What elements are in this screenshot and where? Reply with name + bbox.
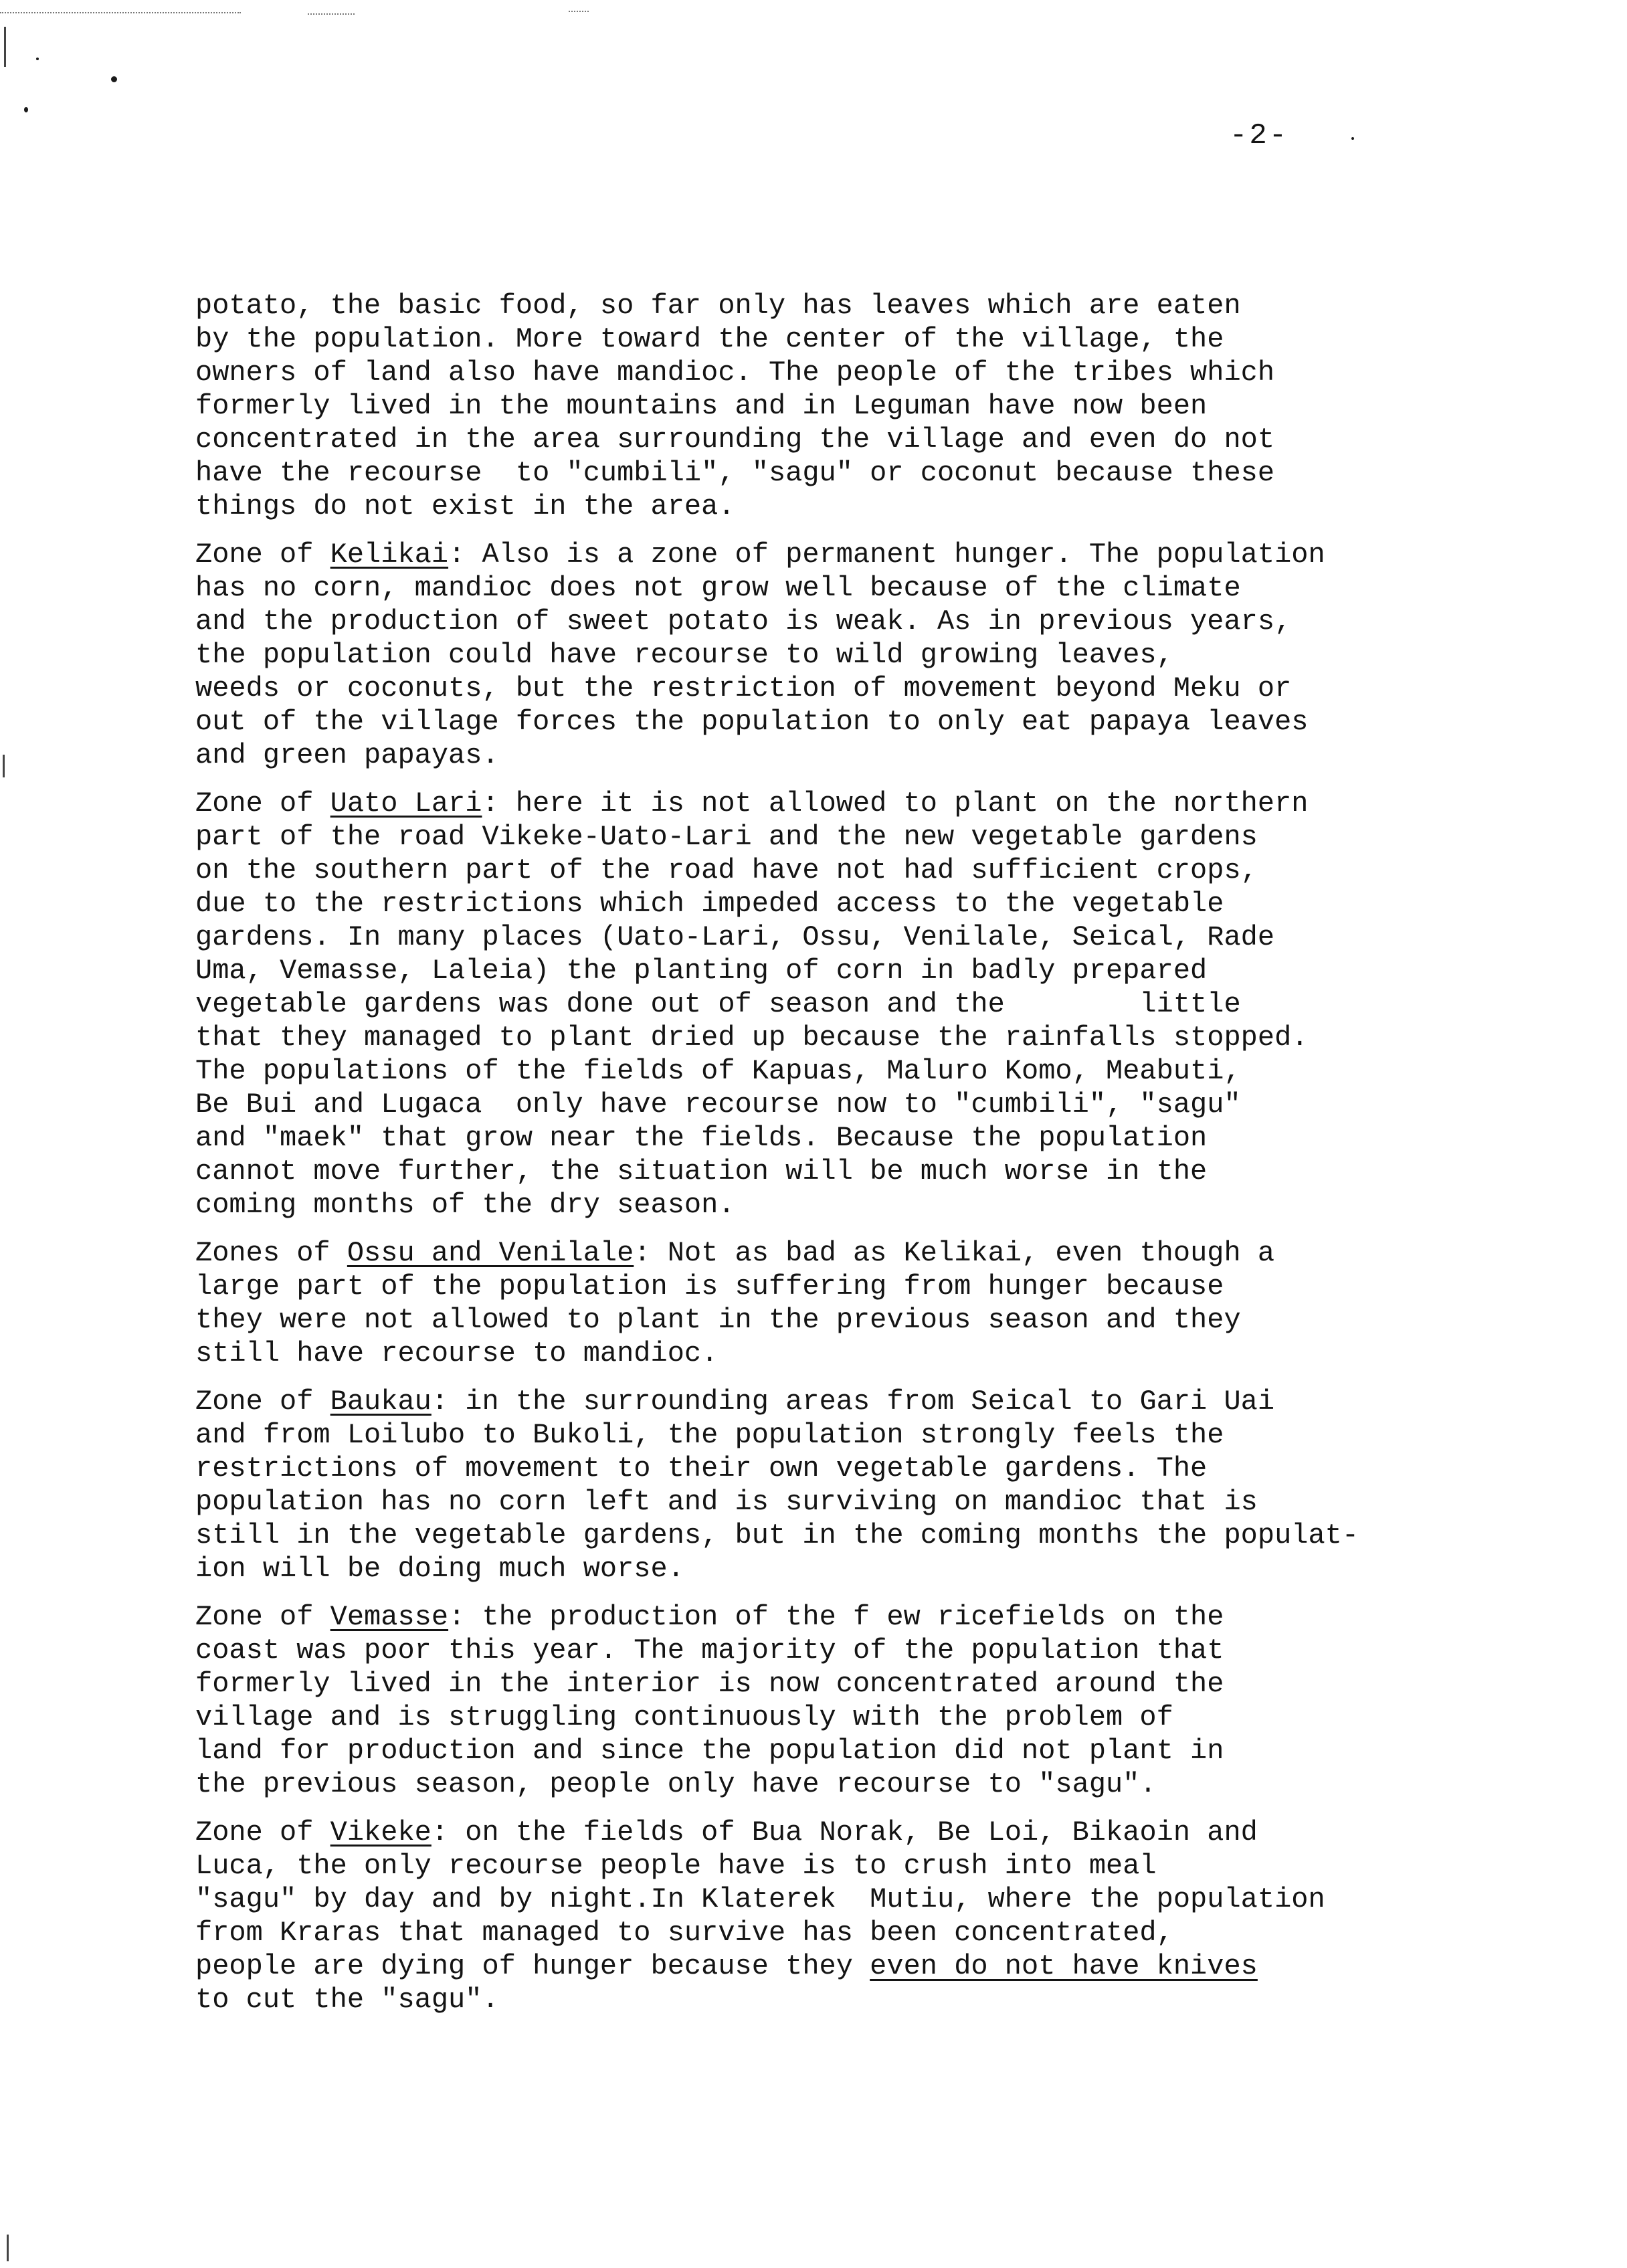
text-line: has no corn, mandioc does not grow well because of the climate bbox=[195, 572, 1241, 604]
zone-prefix: Zones of bbox=[195, 1237, 347, 1269]
text-line: from Kraras that managed to survive has been concentrated, bbox=[195, 1917, 1173, 1949]
scan-mark-top-right bbox=[308, 13, 355, 15]
paragraph-zone-baukau bbox=[195, 1385, 1607, 1586]
paragraph-intro bbox=[195, 289, 1607, 523]
text-line: to cut the "sagu". bbox=[195, 1984, 499, 2016]
text-run: : on the fields of Bua Norak, Be Loi, Bikaoin and bbox=[431, 1816, 1258, 1849]
text-line: and green papayas. bbox=[195, 739, 499, 771]
text-line bbox=[195, 538, 1607, 571]
text-line: still have recourse to mandioc. bbox=[195, 1337, 719, 1369]
text-line: land for production and since the population did not plant in bbox=[195, 1735, 1224, 1767]
text-line bbox=[195, 1236, 1607, 1270]
text-line bbox=[195, 1816, 1607, 1849]
document-body bbox=[195, 289, 1607, 2031]
scan-mark-top-far bbox=[569, 11, 589, 12]
text-line: out of the village forces the population to only eat papaya leaves bbox=[195, 706, 1309, 738]
text-line: owners of land also have mandioc. The people of the tribes which bbox=[195, 357, 1275, 389]
text-line: formerly lived in the interior is now concentrated around the bbox=[195, 1668, 1224, 1700]
text-line: gardens. In many places (Uato-Lari, Ossu, Venilale, Seical, Rade bbox=[195, 921, 1275, 953]
text-line: ion will be doing much worse. bbox=[195, 1553, 684, 1585]
text-line: concentrated in the area surrounding the village and even do not bbox=[195, 423, 1275, 456]
text-line: restrictions of movement to their own vegetable gardens. The bbox=[195, 1452, 1208, 1485]
zone-name: Uato Lari bbox=[330, 787, 482, 820]
zone-name: Ossu and Venilale bbox=[347, 1237, 634, 1269]
zone-name: Baukau bbox=[330, 1386, 432, 1418]
text-line: potato, the basic food, so far only has leaves which are eaten bbox=[195, 290, 1241, 322]
text-line: that they managed to plant dried up because the rainfalls stopped. bbox=[195, 1022, 1309, 1054]
text-line: still in the vegetable gardens, but in the coming months the populat- bbox=[195, 1519, 1359, 1551]
text-run: : Not as bad as Kelikai, even though a bbox=[634, 1237, 1275, 1269]
text-line: the population could have recourse to wild growing leaves, bbox=[195, 639, 1173, 671]
underlined-phrase: even do not have knives bbox=[870, 1950, 1258, 1982]
text-line: the previous season, people only have recourse to "sagu". bbox=[195, 1768, 1157, 1800]
text-line: The populations of the fields of Kapuas, Maluro Komo, Meabuti, bbox=[195, 1055, 1241, 1087]
scan-speck bbox=[36, 58, 39, 60]
text-line: and from Loilubo to Bukoli, the population strongly feels the bbox=[195, 1419, 1224, 1451]
text-run: : here it is not allowed to plant on the northern bbox=[482, 787, 1309, 820]
paragraph-zone-vikeke bbox=[195, 1816, 1607, 2016]
text-line: and "maek" that grow near the fields. Because the population bbox=[195, 1122, 1208, 1154]
text-line: due to the restrictions which impeded access to the vegetable bbox=[195, 888, 1224, 920]
text-line: formerly lived in the mountains and in Leguman have now been bbox=[195, 390, 1208, 422]
text-line: large part of the population is suffering from hunger because bbox=[195, 1270, 1224, 1303]
paragraph-zone-vemasse bbox=[195, 1600, 1607, 1801]
zone-prefix: Zone of bbox=[195, 1816, 330, 1849]
text-line: Uma, Vemasse, Laleia) the planting of corn in badly prepared bbox=[195, 955, 1208, 987]
text-line: Be Bui and Lugaca only have recourse now to "cumbili", "sagu" bbox=[195, 1089, 1241, 1121]
zone-prefix: Zone of bbox=[195, 539, 330, 571]
text-line bbox=[195, 1385, 1607, 1418]
text-line: population has no corn left and is surviving on mandioc that is bbox=[195, 1486, 1258, 1518]
scan-speck bbox=[1351, 137, 1354, 140]
scan-edge-mark bbox=[7, 2235, 9, 2261]
paragraph-zone-kelikai bbox=[195, 538, 1607, 772]
text-line: on the southern part of the road have not had sufficient crops, bbox=[195, 854, 1258, 886]
scan-edge-mark bbox=[3, 755, 5, 777]
text-line bbox=[195, 1950, 1607, 1983]
text-line: cannot move further, the situation will be much worse in the bbox=[195, 1155, 1208, 1188]
text-line: they were not allowed to plant in the previous season and they bbox=[195, 1304, 1241, 1336]
paragraph-zone-uato-lari bbox=[195, 787, 1607, 1222]
zone-prefix: Zone of bbox=[195, 1386, 330, 1418]
text-run: : in the surrounding areas from Seical to Gari Uai bbox=[431, 1386, 1275, 1418]
zone-name: Kelikai bbox=[330, 539, 449, 571]
paragraph-zone-ossu-venilale bbox=[195, 1236, 1607, 1370]
text-line bbox=[195, 1600, 1607, 1634]
text-line: part of the road Vikeke-Uato-Lari and the new vegetable gardens bbox=[195, 821, 1258, 853]
text-line: "sagu" by day and by night.In Klaterek Mutiu, where the population bbox=[195, 1883, 1325, 1915]
text-line: things do not exist in the area. bbox=[195, 490, 735, 523]
zone-prefix: Zone of bbox=[195, 1601, 330, 1633]
text-line: and the production of sweet potato is weak. As in previous years, bbox=[195, 605, 1292, 638]
zone-prefix: Zone of bbox=[195, 787, 330, 820]
scan-edge-mark bbox=[4, 27, 6, 67]
text-line: weeds or coconuts, but the restriction of movement beyond Meku or bbox=[195, 672, 1292, 704]
text-run: : Also is a zone of permanent hunger. The population bbox=[448, 539, 1325, 571]
zone-name: Vikeke bbox=[330, 1816, 432, 1849]
scan-mark-top bbox=[0, 12, 241, 13]
zone-name: Vemasse bbox=[330, 1601, 449, 1633]
scan-speck bbox=[24, 107, 28, 112]
text-line: Luca, the only recourse people have is to crush into meal bbox=[195, 1850, 1157, 1882]
page-number: -2- bbox=[1230, 119, 1289, 153]
text-line: village and is struggling continuously with the problem of bbox=[195, 1701, 1173, 1733]
text-line: by the population. More toward the center of the village, the bbox=[195, 323, 1224, 355]
text-line bbox=[195, 787, 1607, 820]
text-run: people are dying of hunger because they bbox=[195, 1950, 870, 1982]
scan-speck bbox=[111, 76, 117, 82]
text-line: coming months of the dry season. bbox=[195, 1189, 735, 1221]
text-line: vegetable gardens was done out of season and the little bbox=[195, 988, 1241, 1020]
text-line: coast was poor this year. The majority of the population that bbox=[195, 1634, 1224, 1667]
text-line: have the recourse to "cumbili", "sagu" or coconut because these bbox=[195, 457, 1275, 489]
text-run: : the production of the f ew ricefields on the bbox=[448, 1601, 1224, 1633]
